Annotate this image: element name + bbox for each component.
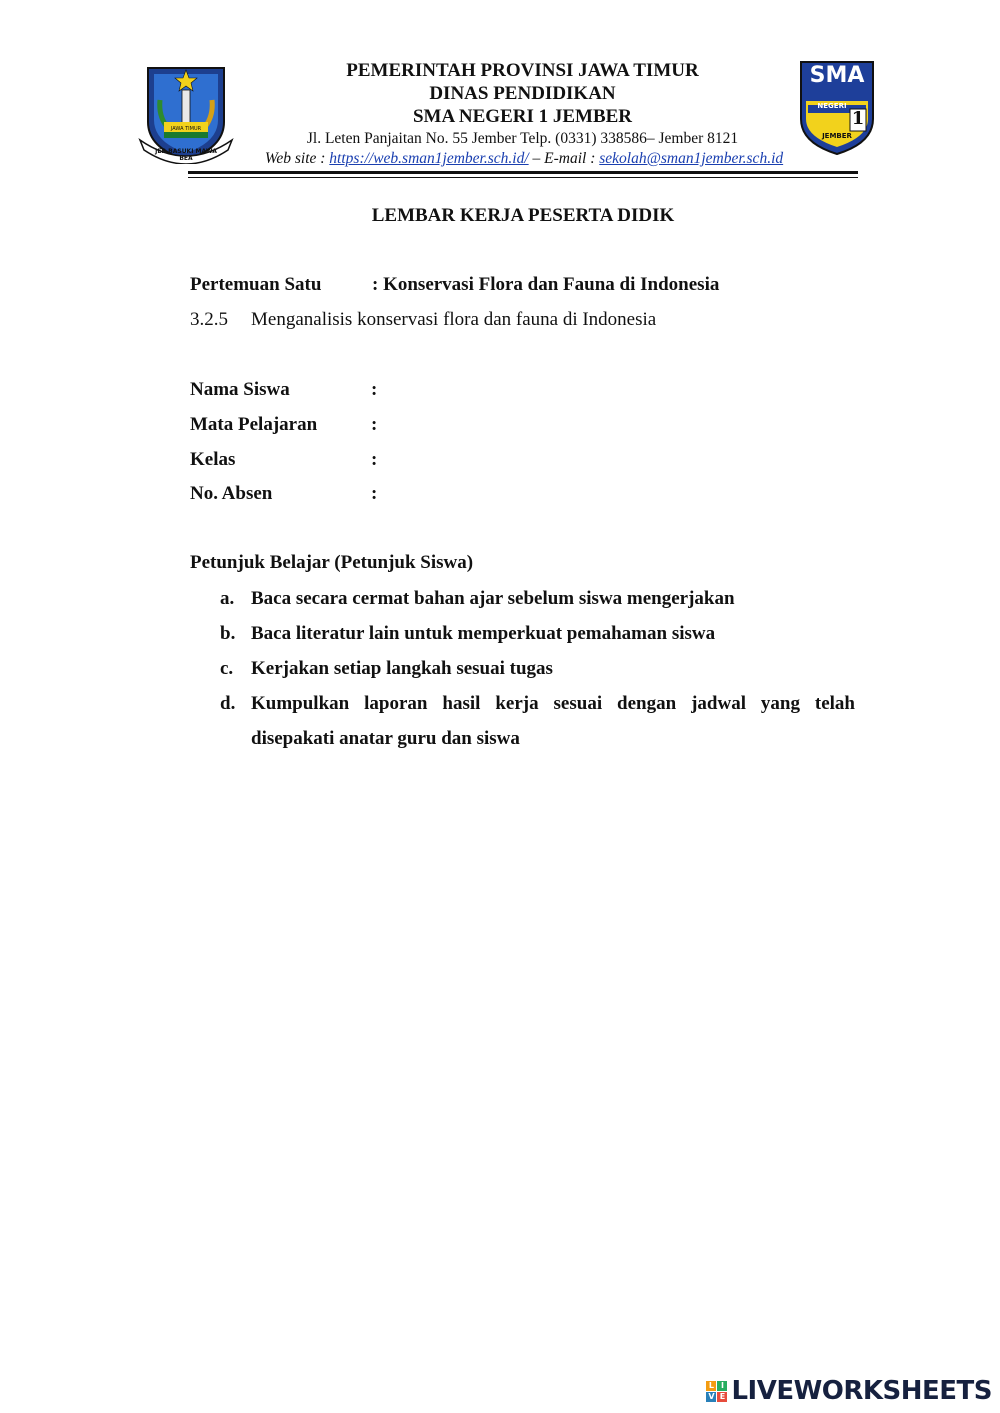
website-link[interactable]: https://web.sman1jember.sch.id/ [329,150,529,167]
list-marker: d. [220,693,236,714]
email-link[interactable]: sekolah@sman1jember.sch.id [599,150,784,167]
instructions-heading: Petunjuk Belajar (Petunjuk Siswa) [190,552,474,573]
list-marker: c. [220,658,234,679]
field-colon-subject: : [371,414,378,435]
list-marker: a. [220,588,235,609]
field-label-attendance-number: No. Absen [190,483,273,504]
list-item-text: Baca secara cermat bahan ajar sebelum siswa mengerjakan [251,588,735,609]
meeting-label: Pertemuan Satu [190,274,322,295]
sma-logo-negeri: NEGERI [817,102,847,110]
emblem-motto: JER BASUKI MAWA BEA [155,148,217,162]
header-department: DINAS PENDIDIKAN [429,83,616,104]
meeting-topic: : Konservasi Flora dan Fauna di Indonesia [372,274,720,295]
header-contact [0,149,1000,168]
field-colon-student-name: : [371,379,378,400]
field-colon-class: : [371,449,378,470]
liveworksheets-watermark [706,1377,992,1405]
sma-logo-number: 1 [851,108,865,129]
list-item-text: Kerjakan setiap langkah sesuai tugas [251,658,553,679]
header-address: Jl. Leten Panjaitan No. 55 Jember Telp. (0331) 338586– Jember 8121 [306,130,739,147]
student-name-input[interactable] [386,378,846,404]
web-label: Web site : [264,150,330,167]
field-label-class: Kelas [190,449,236,470]
list-item [0,686,1000,756]
header-government: PEMERINTAH PROVINSI JAWA TIMUR [346,60,699,81]
page-title: LEMBAR KERJA PESERTA DIDIK [371,205,675,226]
list-item [0,581,1000,616]
liveworksheets-badge-icon [706,1381,727,1402]
badge-letter: I [717,1381,727,1391]
badge-letter: E [717,1392,727,1402]
objective-text: Menganalisis konservasi flora dan fauna di Indonesia [251,309,657,330]
field-label-subject: Mata Pelajaran [190,414,318,435]
list-item-text-line1: Kumpulkan laporan hasil kerja sesuai dengan jadwal yang telah [251,693,855,714]
subject-input[interactable] [386,413,846,439]
attendance-number-input[interactable] [386,482,846,508]
emblem-banner-text: JAWA TIMUR [170,126,202,132]
sma-logo-jember: JEMBER [822,132,852,140]
list-item [0,651,1000,686]
sma-logo-title: SMA [809,63,865,88]
header-divider-thick [188,171,858,174]
list-item-text: Baca literatur lain untuk memperkuat pemahaman siswa [251,623,716,644]
badge-letter: L [706,1381,716,1391]
email-label: – E-mail : [528,150,600,167]
header-divider-thin [188,177,858,178]
list-item-text-line2: disepakati anatar guru dan siswa [251,728,520,749]
list-item [0,616,1000,651]
class-input[interactable] [386,448,846,474]
badge-letter: V [708,1391,715,1401]
liveworksheets-wordmark: LIVEWORKSHEETS [731,1376,992,1406]
field-label-student-name: Nama Siswa [190,379,290,400]
field-colon-attendance-number: : [371,483,378,504]
objective-number: 3.2.5 [190,309,228,330]
header-school-name: SMA NEGERI 1 JEMBER [412,106,633,127]
list-marker: b. [220,623,236,644]
